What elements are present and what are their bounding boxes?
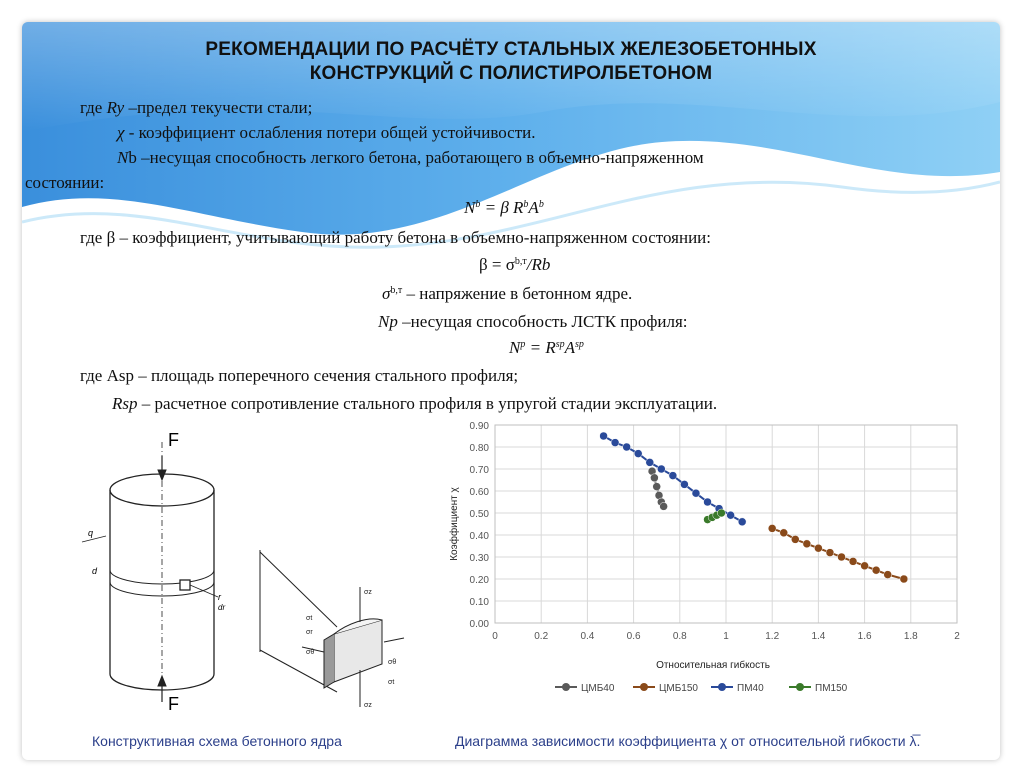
y-tick-label: 0.10 [469, 597, 489, 608]
text-line-nb: Nb –несущая способность легкого бетона, работающего в объемно-напряженном [117, 148, 704, 167]
sigma-label-4: σr [306, 629, 313, 636]
x-tick-label: 1 [723, 631, 729, 642]
data-point [669, 472, 677, 480]
x-tick-label: 0.8 [672, 631, 687, 642]
x-tick-label: 1.6 [857, 631, 872, 642]
y-tick-label: 0.20 [469, 575, 489, 586]
legend-label: ЦМБ40 [581, 683, 615, 694]
data-point [900, 575, 908, 583]
text-line-beta: где β – коэффициент, учитывающий работу бетона в объемно-напряженном состоянии: [80, 228, 711, 247]
data-point [646, 458, 654, 466]
data-point [600, 432, 608, 440]
sigma-label-3: σθ [306, 649, 315, 656]
data-point [727, 511, 735, 519]
legend-swatch-marker [562, 683, 570, 691]
y-tick-label: 0.80 [469, 443, 489, 454]
data-point [653, 483, 661, 491]
x-tick-label: 0.2 [534, 631, 549, 642]
data-point [657, 465, 665, 473]
data-point [768, 524, 776, 532]
legend-label: ПМ40 [737, 683, 764, 694]
y-tick-label: 0.90 [469, 421, 489, 432]
y-tick-label: 0.30 [469, 553, 489, 564]
data-point [660, 502, 668, 510]
text-line-sigma: $\sigma^{b,т}$ – напряжение в бетонном ядре. [382, 284, 633, 303]
series-line [772, 528, 904, 579]
formula-beta: $\beta = \sigma^{b,т}/Rb$ [479, 255, 551, 274]
y-tick-label: 0.60 [469, 487, 489, 498]
text-line-ry: где Ry –предел текучести стали; [80, 98, 313, 117]
sigma-label-1: σz [364, 589, 372, 596]
data-point [884, 571, 892, 579]
force-label-bottom: F [168, 694, 179, 712]
legend-swatch-marker [640, 683, 648, 691]
data-point [872, 566, 880, 574]
legend-swatch-marker [796, 683, 804, 691]
data-point [849, 557, 857, 565]
legend-label: ЦМБ150 [659, 683, 698, 694]
label-d: d [92, 566, 98, 576]
data-point [780, 529, 788, 537]
data-point [704, 498, 712, 506]
x-tick-label: 0.4 [580, 631, 595, 642]
x-tick-label: 1.8 [903, 631, 918, 642]
data-point [814, 544, 822, 552]
data-point [838, 553, 846, 561]
schema-caption: Конструктивная схема бетонного ядра [92, 733, 342, 749]
force-label-top: F [168, 430, 179, 450]
data-point [611, 439, 619, 447]
legend-swatch-marker [718, 683, 726, 691]
x-tick-label: 1.2 [765, 631, 780, 642]
data-point [791, 535, 799, 543]
y-tick-label: 0.40 [469, 531, 489, 542]
text-line-chi: χ - коэффициент ослабления потери общей устойчивости. [117, 123, 536, 142]
formula-nb: $N^b = \beta$ $R^bA^b$ [464, 198, 544, 217]
formula-np: $N^p = R^{sp}A^{sp}$ [509, 338, 584, 357]
data-point [717, 509, 725, 517]
y-tick-label: 0.50 [469, 509, 489, 520]
label-q: q [88, 528, 94, 538]
slide-title-line-1: РЕКОМЕНДАЦИИ ПО РАСЧЁТУ СТАЛЬНЫХ ЖЕЛЕЗОБЕТОННЫХ [205, 39, 817, 60]
sigma-label-6: σθ [388, 659, 397, 666]
cylinder [110, 442, 218, 702]
sigma-label-2: σt [306, 615, 313, 622]
y-tick-label: 0.70 [469, 465, 489, 476]
sigma-label-5: σz [364, 702, 372, 709]
data-point [803, 540, 811, 548]
text-line-state: состоянии: [25, 173, 105, 192]
text-line-rsp: Rsp – расчетное сопротивление стального профиля в упругой стадии эксплуатации. [112, 394, 718, 413]
label-r: r [218, 592, 221, 602]
data-point [738, 518, 746, 526]
label-dr: dr [218, 603, 226, 612]
sigma-label-7: σt [388, 679, 395, 686]
chart-caption: Диаграмма зависимости коэффициента χ от относительной гибкости λ̅. [455, 733, 921, 749]
y-axis-label: Коэффициент χ [449, 487, 460, 561]
data-point [826, 549, 834, 557]
concrete-core-schema [62, 402, 417, 712]
legend-label: ПМ150 [815, 683, 848, 694]
data-point [680, 480, 688, 488]
y-tick-label: 0.00 [469, 619, 489, 630]
slenderness-chart [405, 395, 973, 705]
data-point [692, 489, 700, 497]
x-tick-label: 0 [492, 631, 498, 642]
text-line-np: Np –несущая способность ЛСТК профиля: [378, 312, 688, 331]
data-point [650, 474, 658, 482]
x-tick-label: 0.6 [626, 631, 641, 642]
x-axis-label: Относительная гибкость [656, 660, 770, 671]
data-point [634, 450, 642, 458]
data-point [861, 562, 869, 570]
x-tick-label: 2 [954, 631, 960, 642]
x-tick-label: 1.4 [811, 631, 826, 642]
element-detail [260, 550, 404, 707]
slide-title-line-2: КОНСТРУКЦИЙ С ПОЛИСТИРОЛБЕТОНОМ [309, 63, 713, 84]
data-point [623, 443, 631, 451]
text-line-asp: где Asp – площадь поперечного сечения стального профиля; [80, 366, 519, 385]
